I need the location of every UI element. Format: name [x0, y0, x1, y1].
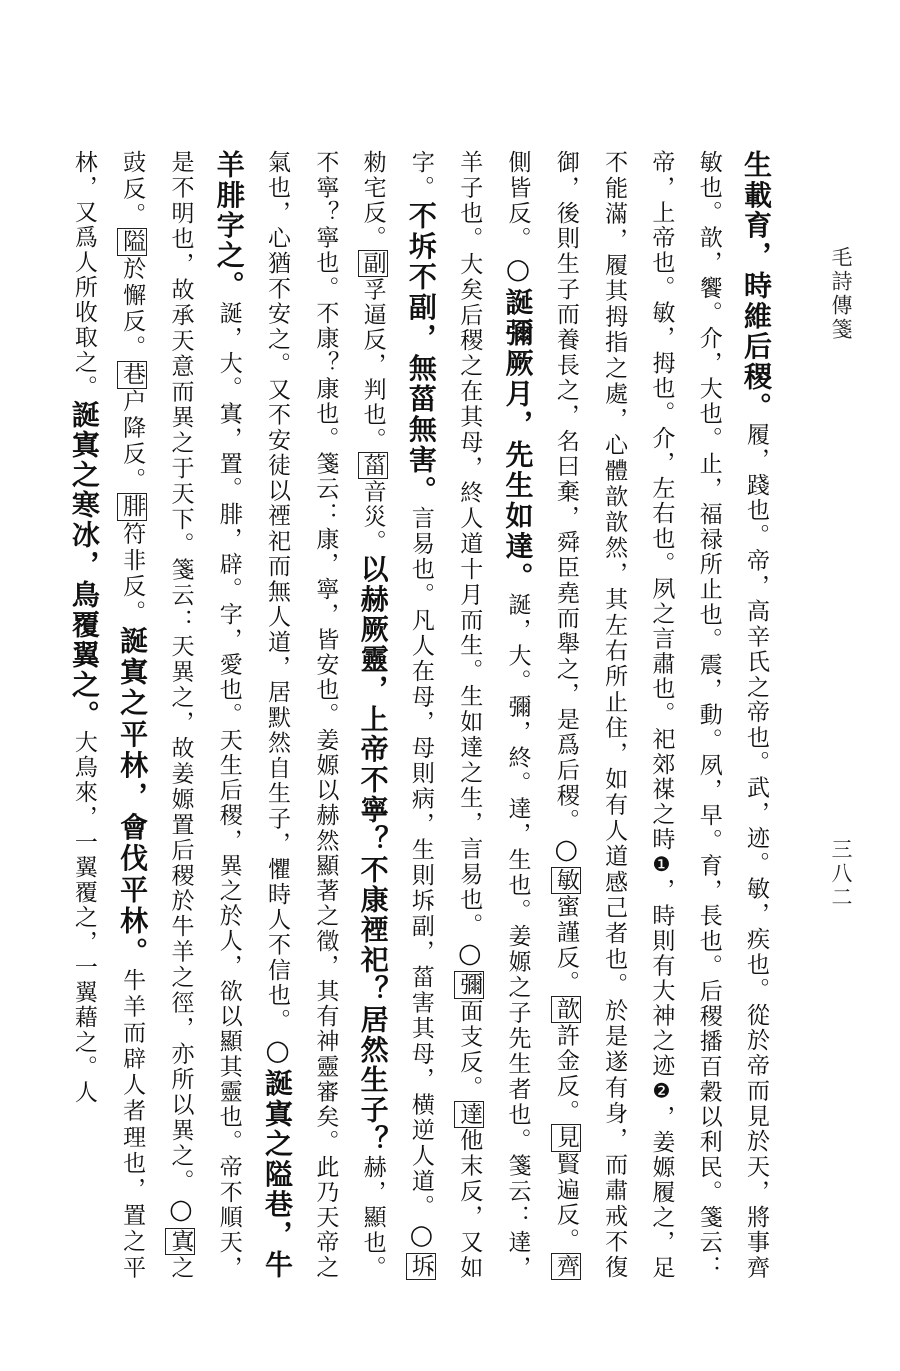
commentary-note: 於懈反。 — [119, 256, 146, 361]
commentary-note: ，時則有大神之迹 — [648, 878, 675, 1079]
boxed-gloss-character: 歆 — [552, 996, 579, 1023]
verse-line: 生載育，時維后稷。 — [740, 150, 773, 423]
commentary-note: 孚逼反，判也。 — [359, 277, 386, 453]
verse-line: 不坼不副，無菑無害。 — [404, 200, 438, 506]
boxed-gloss-character: 齊 — [552, 1254, 579, 1280]
commentary-note: 誕，大。寘，置。腓，辟。字，愛也。天生后稷，異之於人，欲以顯其靈也。帝不順天，是不明也，故承天意而異之于天下。箋云：天異之，故姜嫄置后稷於牛羊之徑，亦所以異之。 — [167, 150, 242, 1281]
section-circle-mark: ○ — [405, 1219, 437, 1254]
page-number: 三八二 — [829, 838, 853, 910]
commentary-note: ，姜嫄履之，足不能滿，履其拇指之處，心體歆歆然，其左右所止住，如有人道感己者也。於是遂有身，而肅戒不復御，後則生子而養長之，名曰棄，舜臣堯而舉之，是爲后稷。 — [552, 150, 675, 1281]
verse-line: 誕寘之寒冰，鳥覆翼之。 — [67, 400, 101, 730]
verse-line: ○誕寘之隘巷，牛羊腓字之。 — [212, 150, 295, 1281]
section-circle-mark: ○ — [550, 833, 582, 868]
commentary-note: 牛羊而辟人者理也，置之平林，又爲人所收取之。 — [70, 150, 146, 1281]
boxed-gloss-character: 坼 — [407, 1254, 434, 1280]
commentary-note: 大鳥來，一翼覆之，一翼藉之。人 — [70, 730, 97, 1105]
boxed-gloss-character: 彌 — [456, 972, 483, 998]
commentary-text-block — [67, 150, 780, 1281]
commentary-note: 面支反。 — [456, 998, 483, 1101]
commentary-note: 符非反。 — [119, 521, 146, 626]
section-circle-mark: ○ — [165, 1194, 197, 1228]
commentary-note: 誕，大。彌，終。達，生也。姜嫄之子先生者也。箋云：達，羊子也。大矣后稷之在其母，終人道十月而生。生如達之生，言易也。 — [456, 150, 531, 1281]
boxed-gloss-character: 巷 — [119, 361, 146, 388]
commentary-note: 勑宅反。 — [359, 150, 386, 251]
commentary-note: 側皆反。 — [504, 150, 531, 252]
commentary-note: 言易也。凡人在母，母則病，生則坼副，菑害其母，横逆人道。 — [407, 505, 434, 1220]
running-head: 毛詩傳箋 — [829, 246, 853, 342]
commentary-note: 賢遍反。 — [552, 1151, 579, 1254]
verse-line: ○誕彌厥月，先生如達。 — [501, 251, 535, 593]
boxed-gloss-character: 隘 — [119, 229, 146, 256]
commentary-note: 履，踐也。帝，高辛氏之帝也。武，迹。敏，疾也。從於帝而見於天，將事齊敏也。歆，饗。介，大也。止，福禄所止也。震，動。夙，早。育，長也。后稷播百穀以利民。箋云：帝，上帝也。敏，拇也。介，左右也。夙之言肅也。祀郊禖之時 — [648, 150, 769, 1281]
boxed-gloss-character: 寘 — [167, 1228, 194, 1255]
commentary-note: 户降反。 — [119, 388, 146, 494]
boxed-gloss-character: 敏 — [552, 868, 579, 894]
footnote-marker: ❶ — [649, 851, 674, 878]
section-circle-mark: ○ — [454, 937, 486, 972]
boxed-gloss-character: 見 — [552, 1125, 579, 1151]
boxed-gloss-character: 達 — [456, 1101, 483, 1127]
commentary-note: 赫，顯也。不寧？寧也。不康？康也。箋云：康，寧，皆安也。姜嫄以赫然顯著之徵，其有神靈審矣。此乃天帝之氣也，心猶不安之。又不安徒以禋祀而無人道，居默然自生子，懼時人不信也。 — [264, 150, 386, 1281]
commentary-note: 之豉反。 — [119, 150, 194, 1281]
commentary-note: 蜜謹反。 — [552, 894, 579, 996]
commentary-note: 許金反。 — [552, 1023, 579, 1125]
commentary-note: 他末反，又如字。 — [407, 150, 483, 1281]
commentary-note: 音災。 — [359, 479, 386, 555]
verse-line: 以赫厥靈，上帝不寧？不康禋祀？居然生子？ — [356, 554, 390, 1155]
boxed-gloss-character: 菑 — [359, 453, 386, 479]
boxed-gloss-character: 副 — [359, 251, 386, 277]
verse-line: 誕寘之平林，會伐平林。 — [116, 625, 150, 968]
footnote-marker: ❷ — [649, 1078, 674, 1105]
boxed-gloss-character: 腓 — [119, 494, 146, 521]
